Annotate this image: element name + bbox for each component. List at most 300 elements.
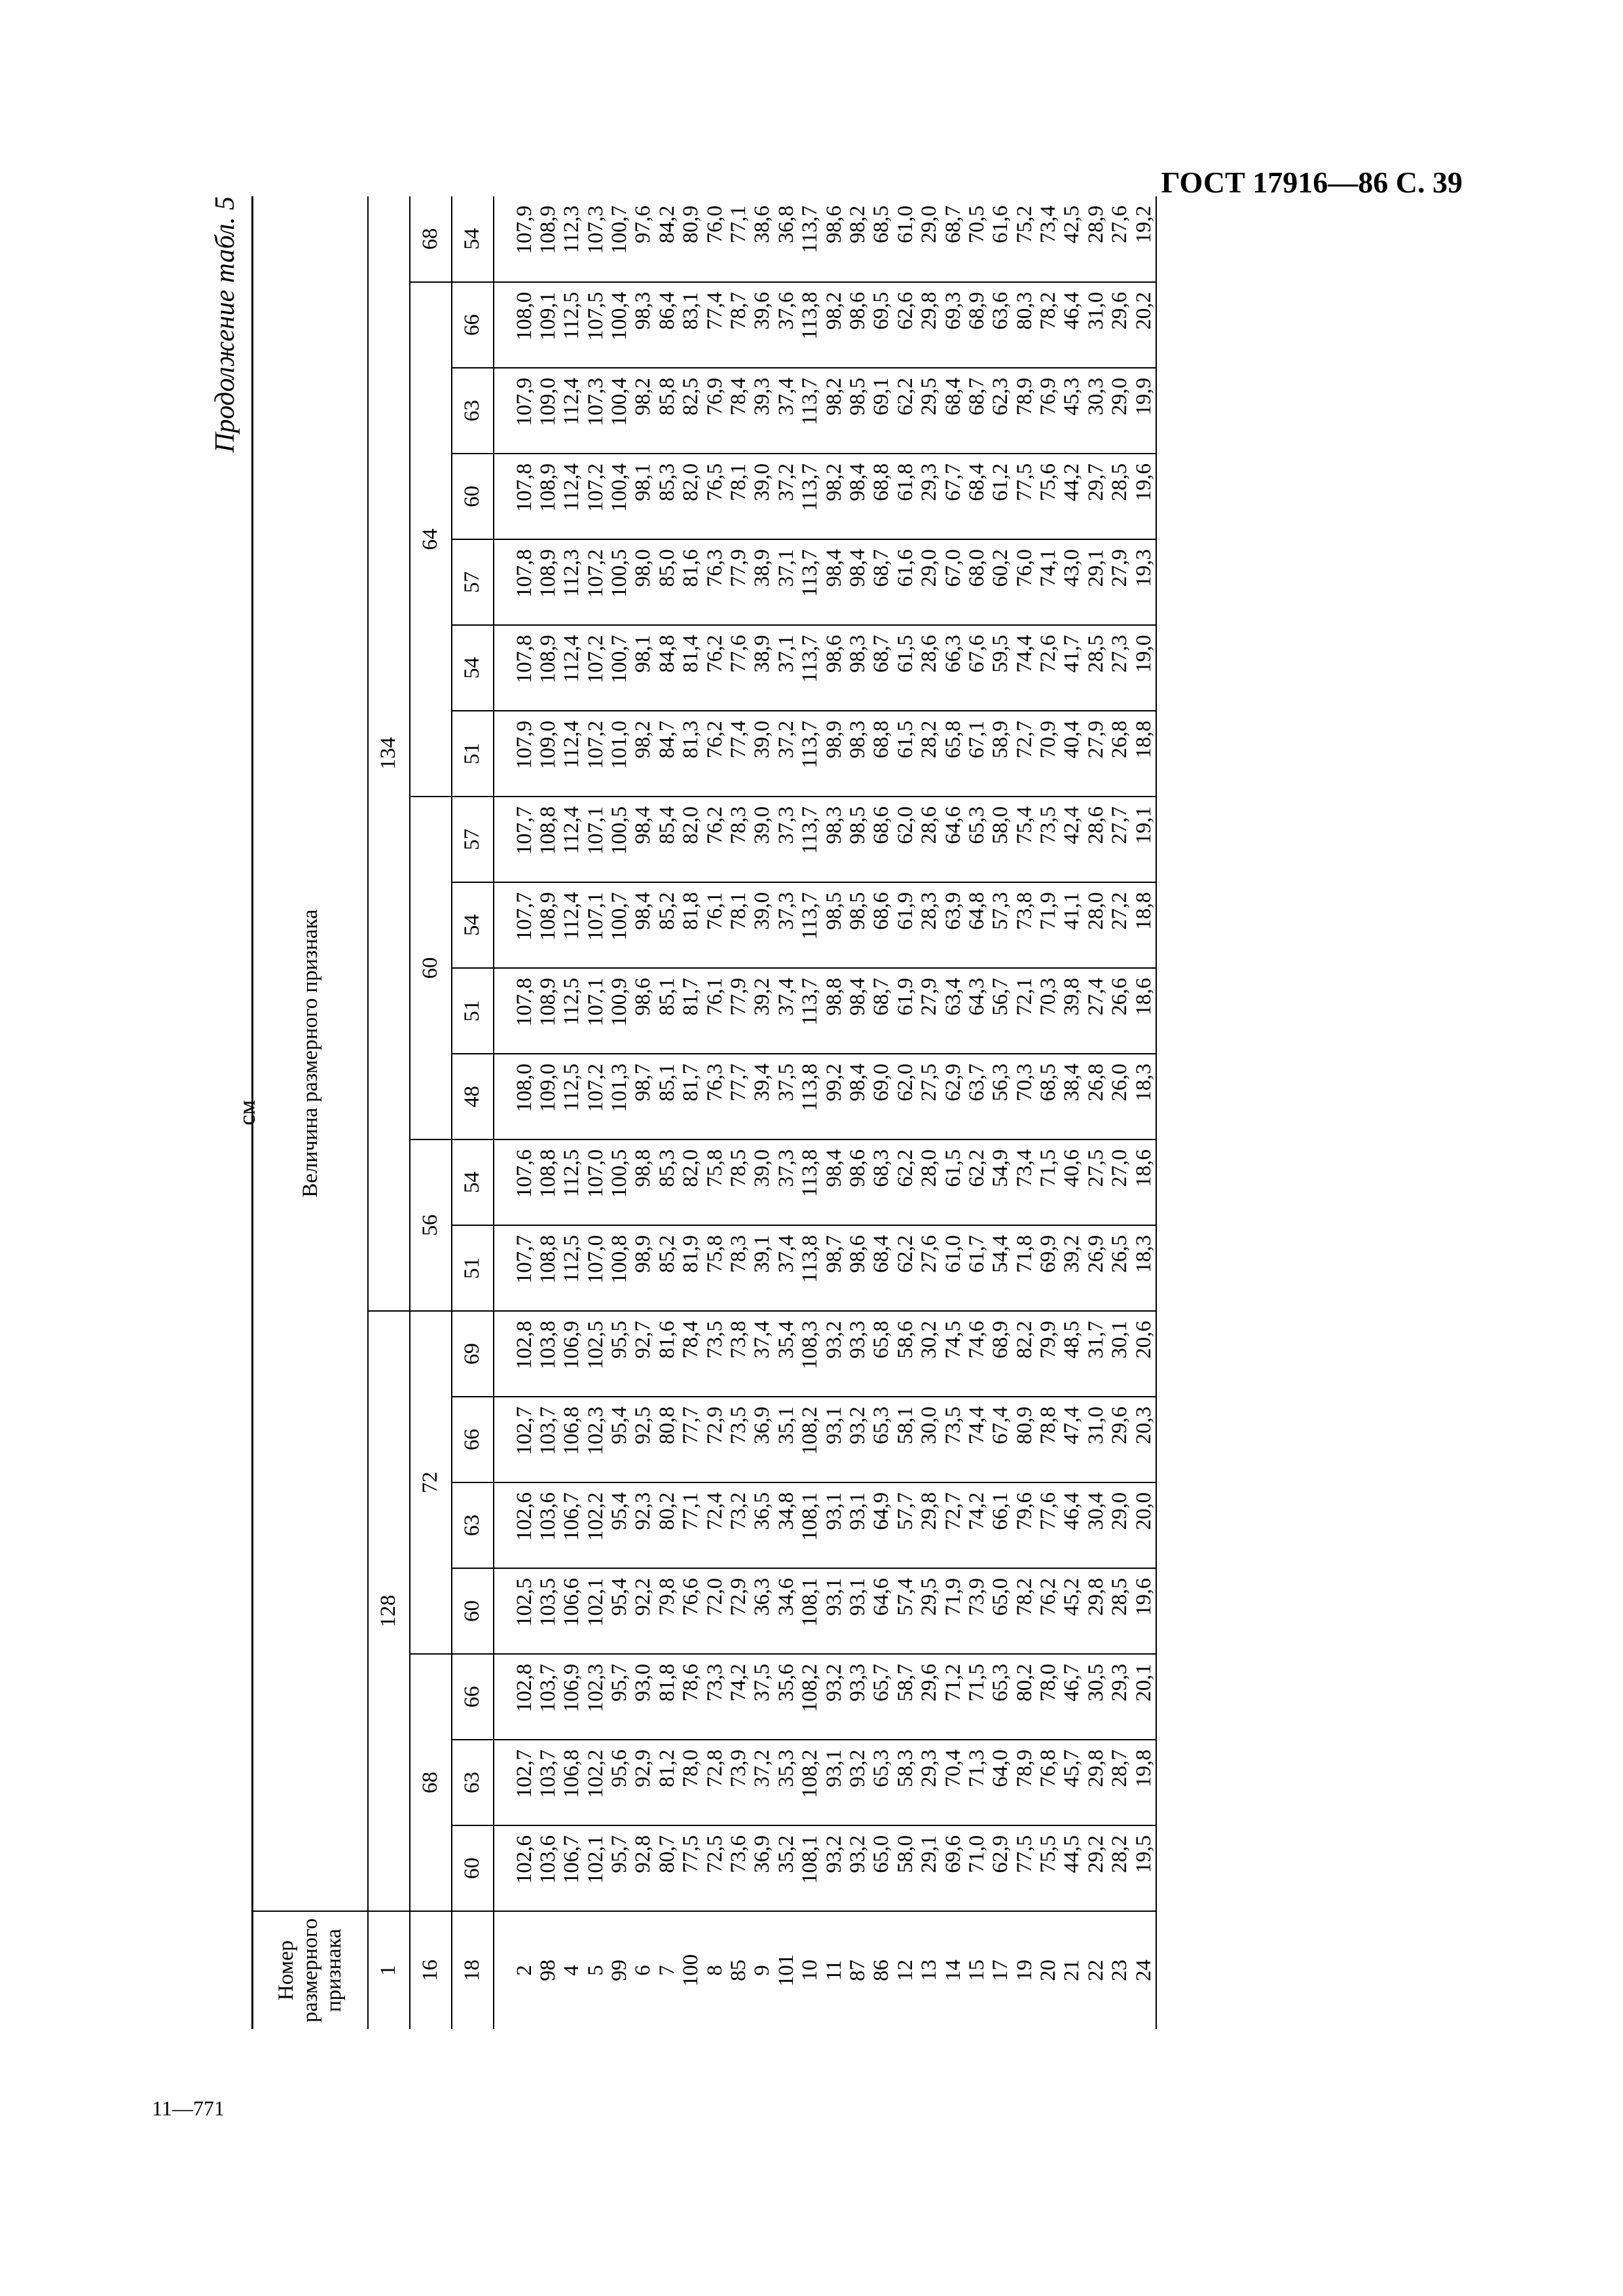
table-cell: 113,7 (798, 978, 822, 1026)
table-cell: 28,3 (917, 892, 941, 930)
table-cell: 107,3 (583, 378, 608, 427)
table-cell: 72,8 (702, 1749, 727, 1787)
table-cell: 93,1 (822, 1749, 846, 1787)
table-cell: 95,4 (608, 1407, 632, 1444)
table-cell: 108,2 (798, 1407, 822, 1456)
column-header: 54 (452, 1139, 494, 1225)
table-cell: 27,9 (917, 978, 941, 1016)
table-cell: 18,6 (1131, 978, 1156, 1016)
table-cell: 103,7 (536, 1749, 560, 1799)
table-cell: 63,4 (941, 978, 965, 1016)
table-cell: 68,9 (964, 292, 989, 330)
table-cell: 74,1 (1036, 549, 1061, 587)
table-cell: 56,7 (989, 978, 1013, 1016)
table-cell: 106,6 (560, 1578, 584, 1627)
table-cell: 92,9 (631, 1749, 655, 1787)
table-cell: 61,5 (893, 635, 917, 673)
table-cell: 81,8 (679, 892, 703, 930)
table-cell: 101,0 (608, 721, 632, 770)
table-cell: 93,1 (845, 1492, 869, 1530)
table-cell: 107,2 (583, 635, 608, 684)
column-header: 69 (452, 1311, 494, 1397)
table-cell: 102,8 (512, 1321, 536, 1370)
table-cell: 77,4 (727, 721, 751, 759)
table-cell: 73,9 (964, 1578, 989, 1616)
table-cell: 77,4 (702, 292, 727, 330)
table-cell: 84,7 (655, 721, 679, 759)
table-cell: 60,2 (989, 549, 1013, 587)
table-cell: 19,6 (1131, 463, 1156, 501)
table-cell: 58,1 (893, 1407, 917, 1444)
table-cell: 98,3 (822, 806, 846, 844)
table-cell: 98,4 (631, 806, 655, 844)
table-cell: 108,8 (536, 1149, 560, 1198)
table-cell: 28,6 (1084, 806, 1108, 844)
table-cell: 112,5 (560, 1064, 584, 1112)
table-cell: 68,0 (964, 549, 989, 587)
table-cell: 98,7 (631, 1064, 655, 1102)
table-cell: 81,3 (679, 721, 703, 759)
table-cell: 71,8 (1012, 1235, 1036, 1273)
table-cell: 80,7 (655, 1835, 679, 1873)
table-cell: 39,6 (750, 292, 775, 330)
table-cell: 102,6 (512, 1492, 536, 1541)
table-cell: 76,3 (702, 549, 727, 587)
measurement-table (251, 196, 1157, 2029)
table-cell: 112,4 (560, 721, 584, 769)
table-cell: 29,3 (917, 463, 941, 501)
row-number: 8 (702, 1965, 727, 1976)
table-cell: 107,9 (512, 721, 536, 770)
table-cell: 113,7 (798, 549, 822, 598)
table-cell: 69,5 (869, 292, 894, 330)
table-cell: 28,0 (917, 1149, 941, 1187)
table-cell: 67,1 (964, 721, 989, 759)
table-cell: 100,4 (608, 378, 632, 427)
table-cell: 113,7 (798, 892, 822, 941)
table-cell: 107,8 (512, 549, 536, 598)
table-cell: 108,0 (512, 1064, 536, 1113)
table-cell: 37,4 (774, 1235, 798, 1273)
table-cell: 98,2 (822, 292, 846, 330)
table-cell: 35,6 (774, 1664, 798, 1702)
table-cell: 20,1 (1131, 1664, 1156, 1702)
table-cell: 77,1 (679, 1492, 703, 1530)
value-column (494, 1311, 1157, 1397)
table-cell: 98,1 (631, 463, 655, 501)
table-cell: 28,5 (1084, 635, 1108, 673)
table-cell: 107,0 (583, 1149, 608, 1198)
table-cell: 95,4 (608, 1578, 632, 1616)
group-header: 134 (368, 196, 410, 1311)
table-cell: 20,2 (1131, 292, 1156, 330)
table-cell: 73,9 (727, 1749, 751, 1787)
table-cell: 61,5 (941, 1149, 965, 1187)
table-cell: 42,5 (1060, 206, 1084, 243)
table-cell: 29,6 (1108, 1407, 1132, 1444)
table-cell: 102,3 (583, 1664, 608, 1713)
table-cell: 28,2 (1108, 1835, 1132, 1873)
table-cell: 29,5 (917, 1578, 941, 1616)
table-cell: 108,8 (536, 1235, 560, 1284)
table-cell: 100,7 (608, 635, 632, 684)
subgroup-header: 72 (410, 1311, 452, 1654)
table-cell: 85,4 (655, 806, 679, 844)
table-cell: 99,2 (822, 1064, 846, 1102)
group-header: 128 (368, 1311, 410, 1911)
table-cell: 107,1 (583, 806, 608, 855)
value-column (494, 882, 1157, 968)
table-cell: 107,6 (512, 1149, 536, 1198)
table-cell: 36,8 (774, 206, 798, 243)
table-cell: 113,7 (798, 635, 822, 683)
table-cell: 85,3 (655, 463, 679, 501)
table-cell: 76,6 (679, 1578, 703, 1616)
table-cell: 78,4 (679, 1321, 703, 1359)
table-cell: 80,2 (655, 1492, 679, 1530)
table-cell: 93,2 (845, 1835, 869, 1873)
table-cell: 107,2 (583, 1064, 608, 1113)
table-cell: 58,0 (989, 806, 1013, 844)
table-cell: 78,1 (727, 463, 751, 501)
table-cell: 71,5 (964, 1664, 989, 1702)
table-cell: 82,5 (679, 378, 703, 416)
table-cell: 27,4 (1084, 978, 1108, 1016)
table-cell: 61,6 (989, 206, 1013, 243)
table-cell: 113,8 (798, 1149, 822, 1198)
table-cell: 93,1 (822, 1578, 846, 1616)
table-cell: 37,4 (774, 978, 798, 1016)
table-cell: 84,8 (655, 635, 679, 673)
table-cell: 103,6 (536, 1492, 560, 1541)
table-cell: 95,4 (608, 1492, 632, 1530)
table-cell: 98,3 (845, 635, 869, 673)
table-cell: 39,4 (750, 1064, 775, 1102)
table-cell: 19,6 (1131, 1578, 1156, 1616)
table-cell: 54,9 (989, 1149, 1013, 1187)
table-cell: 102,8 (512, 1664, 536, 1713)
table-cell: 27,6 (917, 1235, 941, 1273)
table-cell: 35,4 (774, 1321, 798, 1359)
table-cell: 28,0 (1084, 892, 1108, 930)
table-cell: 71,9 (941, 1578, 965, 1616)
table-continuation-caption: Продолжение табл. 5 (210, 196, 240, 453)
table-cell: 98,4 (845, 549, 869, 587)
table-cell: 26,8 (1108, 721, 1132, 759)
column-header: 66 (452, 282, 494, 368)
table-cell: 78,9 (1012, 378, 1036, 416)
subgroup-header: 64 (410, 282, 452, 797)
table-cell: 68,8 (869, 721, 894, 759)
table-cell: 45,2 (1060, 1578, 1084, 1616)
table-cell: 62,6 (893, 292, 917, 330)
table-cell: 102,7 (512, 1407, 536, 1456)
table-cell: 98,3 (631, 292, 655, 330)
quantity-header: Величина размерного признака (253, 196, 368, 1911)
table-cell: 61,2 (989, 463, 1013, 501)
table-cell: 98,1 (631, 635, 655, 673)
value-column (494, 282, 1157, 368)
column-header: 57 (452, 797, 494, 882)
table-cell: 107,8 (512, 463, 536, 512)
table-cell: 82,2 (1012, 1321, 1036, 1359)
table-cell: 27,0 (1108, 1149, 1132, 1187)
table-cell: 58,7 (893, 1664, 917, 1702)
column-header: 51 (452, 1225, 494, 1311)
table-cell: 72,4 (702, 1492, 727, 1530)
value-column (494, 1825, 1157, 1911)
table-cell: 102,3 (583, 1407, 608, 1456)
table-cell: 93,1 (822, 1492, 846, 1530)
table-cell: 68,8 (869, 463, 894, 501)
table-cell: 68,7 (941, 206, 965, 243)
table-cell: 34,6 (774, 1578, 798, 1616)
table-cell: 38,9 (750, 549, 775, 587)
table-cell: 47,4 (1060, 1407, 1084, 1444)
table-cell: 95,7 (608, 1664, 632, 1702)
table-cell: 78,3 (727, 1235, 751, 1273)
table-cell: 65,7 (869, 1664, 894, 1702)
table-cell: 78,0 (1036, 1664, 1061, 1702)
table-cell: 61,8 (893, 463, 917, 501)
table-cell: 29,3 (917, 1749, 941, 1787)
table-cell: 82,0 (679, 806, 703, 844)
table-cell: 61,0 (893, 206, 917, 243)
table-cell: 98,9 (822, 721, 846, 759)
table-cell: 107,7 (512, 806, 536, 855)
table-cell: 82,0 (679, 463, 703, 501)
table-cell: 18,8 (1131, 892, 1156, 930)
table-cell: 68,6 (869, 892, 894, 930)
table-cell: 30,0 (917, 1407, 941, 1444)
table-cell: 68,4 (964, 463, 989, 501)
table-cell: 98,0 (631, 549, 655, 587)
table-cell: 74,4 (964, 1407, 989, 1444)
table-cell: 112,3 (560, 206, 584, 254)
table-cell: 72,7 (1012, 721, 1036, 759)
table-cell: 68,7 (869, 635, 894, 673)
table-cell: 71,3 (964, 1749, 989, 1787)
table-cell: 78,2 (1036, 292, 1061, 330)
table-cell: 78,4 (727, 378, 751, 416)
table-cell: 58,6 (893, 1321, 917, 1359)
table-cell: 27,5 (917, 1064, 941, 1102)
table-cell: 78,0 (679, 1749, 703, 1787)
table-cell: 69,3 (941, 292, 965, 330)
table-cell: 75,5 (1036, 1835, 1061, 1873)
table-cell: 80,8 (655, 1407, 679, 1444)
table-cell: 92,7 (631, 1321, 655, 1359)
table-cell: 100,5 (608, 549, 632, 598)
table-cell: 66,3 (941, 635, 965, 673)
table-cell: 102,5 (583, 1321, 608, 1370)
row-number: 2 (512, 1965, 536, 1976)
table-cell: 36,3 (750, 1578, 775, 1616)
table-cell: 81,4 (679, 635, 703, 673)
table-cell: 73,5 (941, 1407, 965, 1444)
table-cell: 18,6 (1131, 1149, 1156, 1187)
table-cell: 76,2 (1036, 1578, 1061, 1616)
column-header: 66 (452, 1654, 494, 1740)
table-cell: 29,3 (1108, 1664, 1132, 1702)
table-cell: 29,0 (1108, 1492, 1132, 1530)
table-cell: 39,1 (750, 1235, 775, 1273)
table-cell: 74,2 (727, 1664, 751, 1702)
table-cell: 36,5 (750, 1492, 775, 1530)
row-number: 23 (1108, 1960, 1132, 1981)
table-cell: 74,6 (964, 1321, 989, 1359)
table-cell: 106,9 (560, 1321, 584, 1370)
row-number: 5 (583, 1965, 608, 1976)
page-header: ГОСТ 17916—86 С. 39 (1161, 166, 1463, 199)
table-cell: 62,9 (989, 1835, 1013, 1873)
table-cell: 93,2 (822, 1321, 846, 1359)
table-cell: 72,9 (727, 1578, 751, 1616)
table-cell: 107,1 (583, 892, 608, 941)
table-cell: 72,7 (941, 1492, 965, 1530)
table-cell: 26,5 (1108, 1235, 1132, 1273)
table-cell: 30,3 (1084, 378, 1108, 416)
table-cell: 92,5 (631, 1407, 655, 1444)
row-number: 14 (941, 1960, 965, 1981)
table-cell: 74,4 (1012, 635, 1036, 673)
value-column (494, 196, 1157, 282)
table-cell: 92,8 (631, 1835, 655, 1873)
table-cell: 38,4 (1060, 1064, 1084, 1102)
table-cell: 81,2 (655, 1749, 679, 1787)
table-cell: 109,1 (536, 292, 560, 341)
table-cell: 29,8 (1084, 1578, 1108, 1616)
table-cell: 98,6 (631, 978, 655, 1016)
row-number: 98 (536, 1960, 560, 1981)
table-cell: 18,8 (1131, 721, 1156, 759)
table-cell: 73,4 (1036, 206, 1061, 243)
table-cell: 46,4 (1060, 292, 1084, 330)
table-cell: 61,9 (893, 978, 917, 1016)
row-number: 13 (917, 1960, 941, 1981)
table-cell: 20,6 (1131, 1321, 1156, 1359)
table-cell: 102,2 (583, 1749, 608, 1799)
table-cell: 108,9 (536, 206, 560, 255)
table-cell: 85,2 (655, 892, 679, 930)
row-number: 6 (631, 1965, 655, 1976)
table-head (253, 196, 494, 2029)
table-cell: 80,2 (1012, 1664, 1036, 1702)
table-cell: 112,4 (560, 463, 584, 512)
table-cell: 36,9 (750, 1407, 775, 1444)
table-cell: 29,1 (1084, 549, 1108, 587)
table-cell: 76,5 (702, 463, 727, 501)
table-cell: 72,0 (702, 1578, 727, 1616)
table-cell: 108,9 (536, 892, 560, 941)
table-cell: 98,6 (822, 635, 846, 673)
value-column (494, 1054, 1157, 1139)
table-cell: 68,3 (869, 1149, 894, 1187)
table-cell: 109,0 (536, 378, 560, 427)
table-cell: 72,5 (702, 1835, 727, 1873)
table-cell: 113,7 (798, 806, 822, 855)
table-cell: 78,3 (727, 806, 751, 844)
table-cell: 69,1 (869, 378, 894, 416)
table-cell: 93,2 (822, 1835, 846, 1873)
table-cell: 37,3 (774, 1149, 798, 1187)
row-number: 19 (1012, 1960, 1036, 1981)
table-cell: 30,5 (1084, 1664, 1108, 1702)
table-cell: 54,4 (989, 1235, 1013, 1273)
table-cell: 64,3 (964, 978, 989, 1016)
table-cell: 68,6 (869, 806, 894, 844)
table-cell: 39,2 (1060, 1235, 1084, 1273)
table-cell: 107,3 (583, 206, 608, 255)
table-cell: 98,4 (845, 978, 869, 1016)
table-cell: 109,0 (536, 721, 560, 770)
table-cell: 61,5 (893, 721, 917, 759)
table-cell: 57,7 (893, 1492, 917, 1530)
table-cell: 39,0 (750, 1149, 775, 1187)
table-cell: 102,7 (512, 1749, 536, 1799)
value-column (494, 1225, 1157, 1311)
table-cell: 108,1 (798, 1492, 822, 1541)
table-cell: 67,6 (964, 635, 989, 673)
table-cell: 40,4 (1060, 721, 1084, 759)
table-cell: 93,2 (845, 1407, 869, 1444)
table-cell: 65,0 (989, 1578, 1013, 1616)
table-cell: 113,7 (798, 463, 822, 512)
row-number: 100 (679, 1954, 703, 1987)
table-cell: 76,8 (1036, 1749, 1061, 1787)
table-cell: 62,2 (893, 1149, 917, 1187)
table-cell: 82,0 (679, 1149, 703, 1187)
table-cell: 31,7 (1084, 1321, 1108, 1359)
column-header: 54 (452, 625, 494, 711)
table-cell: 108,9 (536, 463, 560, 512)
value-column (494, 797, 1157, 882)
table-cell: 44,2 (1060, 463, 1084, 501)
table-cell: 73,5 (702, 1321, 727, 1359)
table-cell: 19,1 (1131, 806, 1156, 844)
table-cell: 74,2 (964, 1492, 989, 1530)
table-cell: 85,1 (655, 1064, 679, 1102)
table-cell: 98,8 (631, 1149, 655, 1187)
column-header: 51 (452, 711, 494, 797)
table-cell: 108,2 (798, 1664, 822, 1713)
table-cell: 27,3 (1108, 635, 1132, 673)
table-cell: 28,5 (1108, 463, 1132, 501)
table-cell: 61,9 (893, 892, 917, 930)
table-cell: 20,0 (1131, 1492, 1156, 1530)
table-cell: 18,3 (1131, 1235, 1156, 1273)
table-cell: 26,8 (1084, 1064, 1108, 1102)
table-cell: 95,6 (608, 1749, 632, 1787)
row-number: 86 (869, 1960, 894, 1981)
row-number: 20 (1036, 1960, 1061, 1981)
table-cell: 80,3 (1012, 292, 1036, 330)
row-number: 22 (1084, 1960, 1108, 1981)
table-cell: 58,9 (989, 721, 1013, 759)
table-cell: 39,0 (750, 892, 775, 930)
table-cell: 78,9 (1012, 1749, 1036, 1787)
table-cell: 113,7 (798, 206, 822, 254)
column-header: 51 (452, 968, 494, 1054)
table-cell: 98,2 (822, 378, 846, 416)
table-cell: 37,2 (750, 1749, 775, 1787)
table-cell: 68,7 (869, 978, 894, 1016)
table-cell: 64,6 (941, 806, 965, 844)
table-cell: 39,0 (750, 463, 775, 501)
table-cell: 37,1 (774, 549, 798, 587)
table-cell: 27,9 (1084, 721, 1108, 759)
table-cell: 19,8 (1131, 1749, 1156, 1787)
